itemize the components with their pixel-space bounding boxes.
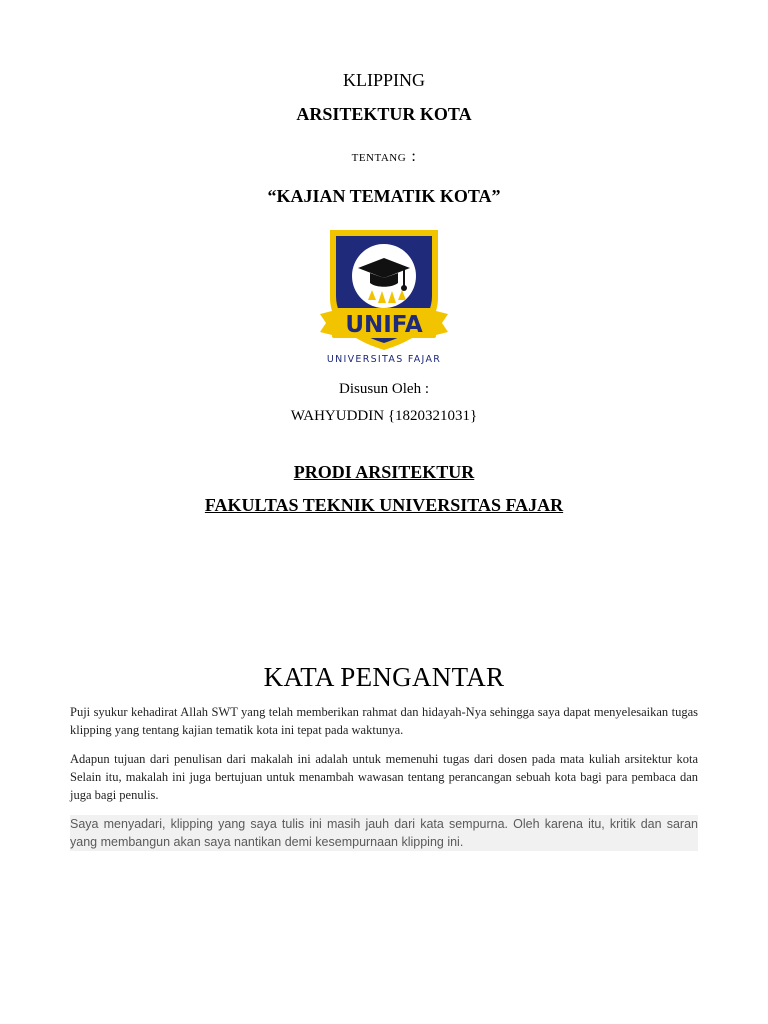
preface-heading: KATA PENGANTAR <box>263 662 505 692</box>
preface-paragraph-3: Saya menyadari, klipping yang saya tulis ini masih jauh dari kata sempurna. Oleh karena itu, kritik dan saran yang membangun akan saya nantikan demi kesempurnaan klipping ini. <box>70 817 698 849</box>
tentang-label: TENTANG <box>351 152 407 164</box>
disusun-oleh-label: Disusun Oleh : <box>339 381 429 397</box>
preface-paragraph-1: Puji syukur kehadirat Allah SWT yang telah memberikan rahmat dan hidayah-Nya sehingga saya dapat menyelesaikan tugas klipping yang tentang kajian tematik kota ini tepat pada waktunya. <box>70 705 698 737</box>
prodi-heading: PRODI ARSITEKTUR <box>293 462 475 482</box>
logo-badge-text: UNIFA <box>345 312 423 338</box>
cover-title-line1: KLIPPING <box>342 70 425 90</box>
university-shield-logo-icon <box>318 228 450 368</box>
tentang-colon: : <box>411 148 417 165</box>
preface-paragraph-2: Adapun tujuan dari penulisan dari makalah ini adalah untuk memenuhi tugas dari dosen pada mata kuliah arsitektur kota Selain itu, makalah ini juga bertujuan untuk menambah wawasan tentang perancangan sebuah kota bagi para pembaca dan juga bagi penulis. <box>70 752 698 802</box>
fakultas-heading: FAKULTAS TEKNIK UNIVERSITAS FAJAR <box>204 495 564 515</box>
tentang-label-line <box>0 148 768 166</box>
logo-caption: UNIVERSITAS FAJAR <box>326 354 442 365</box>
cover-title-line2: ARSITEKTUR KOTA <box>296 104 472 124</box>
university-logo <box>318 228 450 368</box>
author-name: WAHYUDDIN {1820321031} <box>290 408 478 424</box>
cover-subject: “KAJIAN TEMATIK KOTA” <box>267 186 501 206</box>
